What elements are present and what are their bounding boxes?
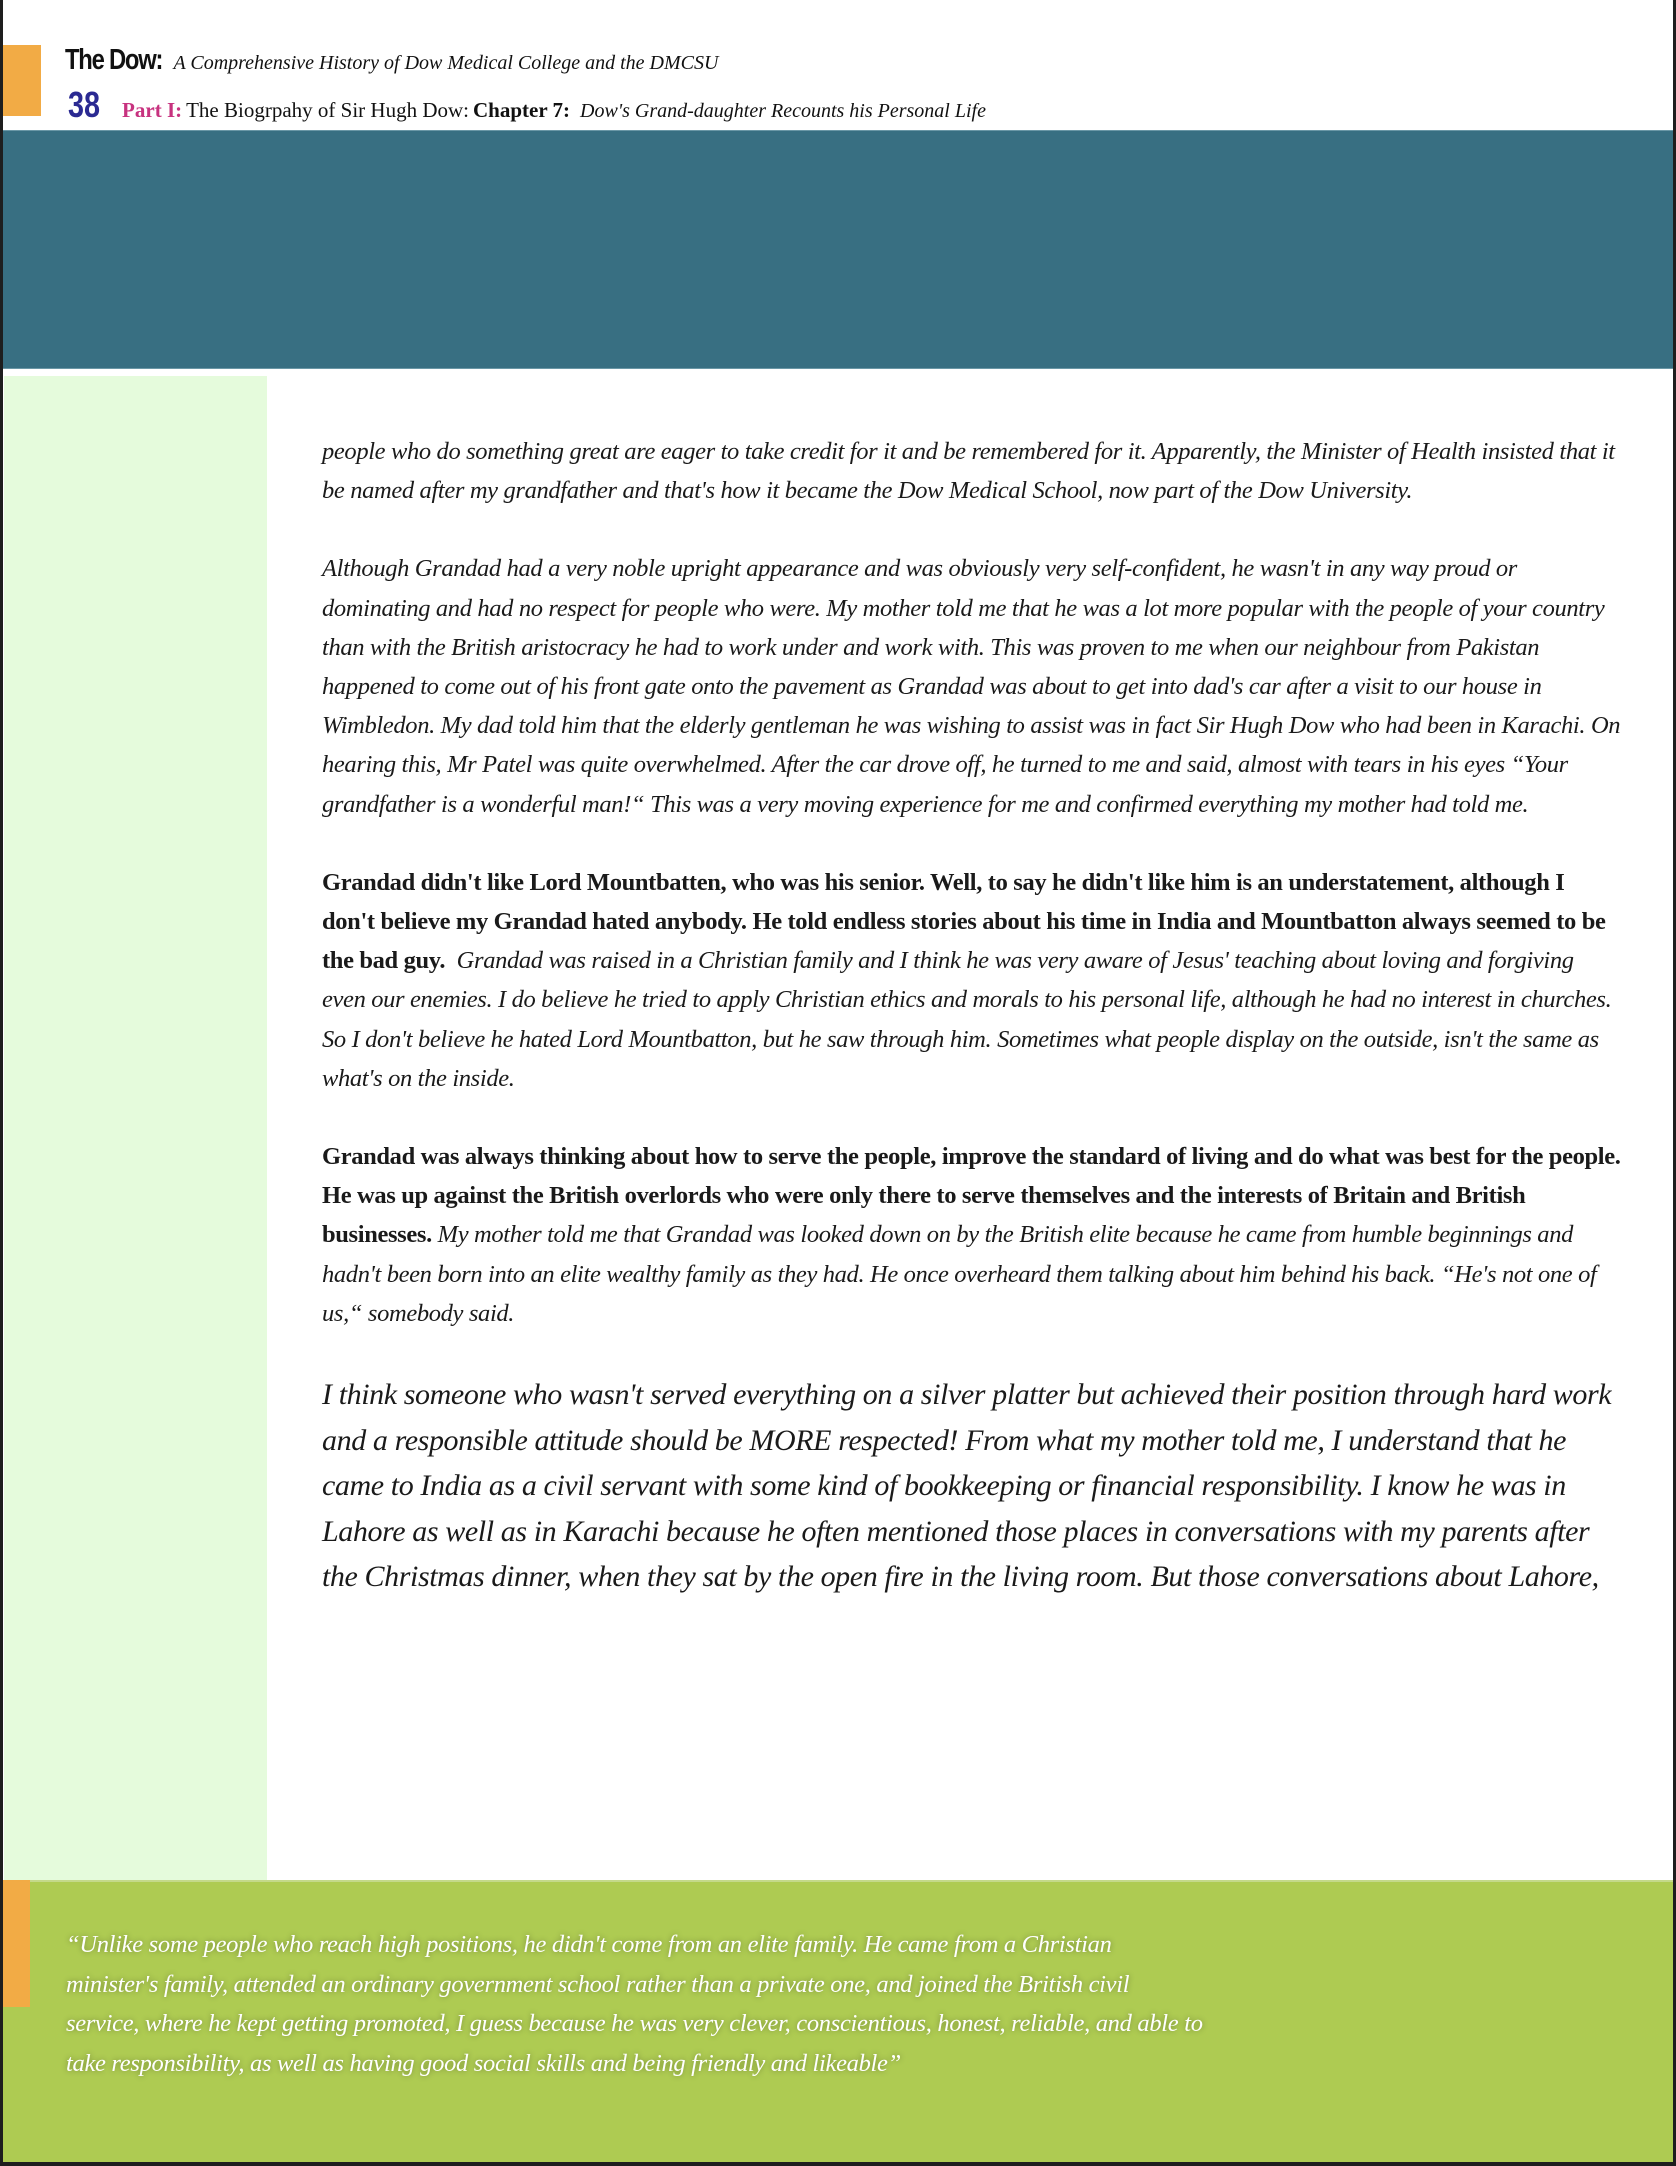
- left-sidebar-panel: [4, 376, 267, 1881]
- chapter-header: [68, 84, 986, 126]
- pull-quote-accent-tab: [3, 1880, 30, 2007]
- paragraph: [322, 1137, 1622, 1333]
- paragraph-large: I think someone who wasn't served everything on a silver platter but achieved their position through hard work and a responsible attitude should be MORE respected! From what my mother told me, I understand that he came to India as a civil servant with some kind of bookkeeping or financial responsibility. I know he was in Lahore as well as in Karachi because he often mentioned those places in conversations with my parents after the Christmas dinner, when they sat by the open fire in the living room. But those conversations about Lahore,: [322, 1378, 1612, 1594]
- chapter-title: Dow's Grand-daughter Recounts his Personal Life: [580, 100, 986, 122]
- page-number: 38: [68, 84, 101, 125]
- running-title: [65, 44, 718, 77]
- paragraph: [322, 863, 1622, 1098]
- header-banner: [3, 130, 1673, 369]
- chapter-label: Chapter 7:: [473, 98, 571, 122]
- header-accent-tab: [3, 45, 41, 116]
- paragraph-text: Grandad was raised in a Christian family and I think he was very aware of Jesus' teaching about loving and forgiving even our enemies. I do believe he tried to apply Christian ethics and morals to his personal life, although he had no interest in churches. So I don't believe he hated Lord Mountbatton, but he saw through him. Sometimes what people display on the outside, isn't the same as what's on the inside.: [322, 947, 1612, 1092]
- publication-brand: The Dow:: [65, 44, 163, 76]
- publication-subtitle: A Comprehensive History of Dow Medical College and the DMCSU: [173, 52, 719, 74]
- paragraph: people who do something great are eager to take credit for it and be remembered for it. Apparently, the Minister of Health insisted that it be named after my grandfather and that's how it became the Dow Medical School, now part of the Dow University.: [322, 438, 1615, 505]
- paragraph-emphasis: Grandad didn't like Lord Mountbatten, who was his senior. Well, to say he didn't like him is an understatement, although I don't believe my Grandad hated anybody. He told endless stories about his time in India and Mountbatton always seemed to be the bad guy.: [322, 868, 1606, 975]
- paragraph: Although Grandad had a very noble upright appearance and was obviously very self-confident, he wasn't in any way proud or dominating and had no respect for people who were. My mother told me that he was a lot more popular with the people of your country than with the British aristocracy he had to work under and work with. This was proven to me when our neighbour from Pakistan happened to come out of his front gate onto the pavement as Grandad was about to get into dad's car after a visit to our house in Wimbledon. My dad told him that the elderly gentleman he was wishing to assist was in fact Sir Hugh Dow who had been in Karachi. On hearing this, Mr Patel was quite overwhelmed. After the car drove off, he turned to me and said, almost with tears in his eyes “Your grandfather is a wonderful man!“ This was a very moving experience for me and confirmed everything my mother had told me.: [322, 555, 1621, 818]
- biography-label: The Biogrpahy of Sir Hugh Dow:: [186, 98, 469, 122]
- pull-quote-text: “Unlike some people who reach high positions, he didn't come from an elite family. He came from a Christian minister's family, attended an ordinary government school rather than a private one, and joined the British civil service, where he kept getting promoted, I guess because he was very clever, conscientious, honest, reliable, and able to take responsibility, as well as having good social skills and being friendly and likeable”: [66, 1931, 1203, 2077]
- page-border-bottom: [0, 2162, 1676, 2166]
- article-body: [322, 432, 1622, 1639]
- paragraph-emphasis: Grandad was always thinking about how to serve the people, improve the standard of living and do what was best for the people. He was up against the British overlords who were only there to serve themselves and the interests of Britain and British businesses.: [322, 1143, 1621, 1249]
- paragraph-text: My mother told me that Grandad was looked down on by the British elite because he came from humble beginnings and hadn't been born into an elite wealthy family as they had. He once overheard them talking about him behind his back. “He's not one of us,“ somebody said.: [322, 1221, 1597, 1327]
- part-label: Part I:: [122, 98, 183, 122]
